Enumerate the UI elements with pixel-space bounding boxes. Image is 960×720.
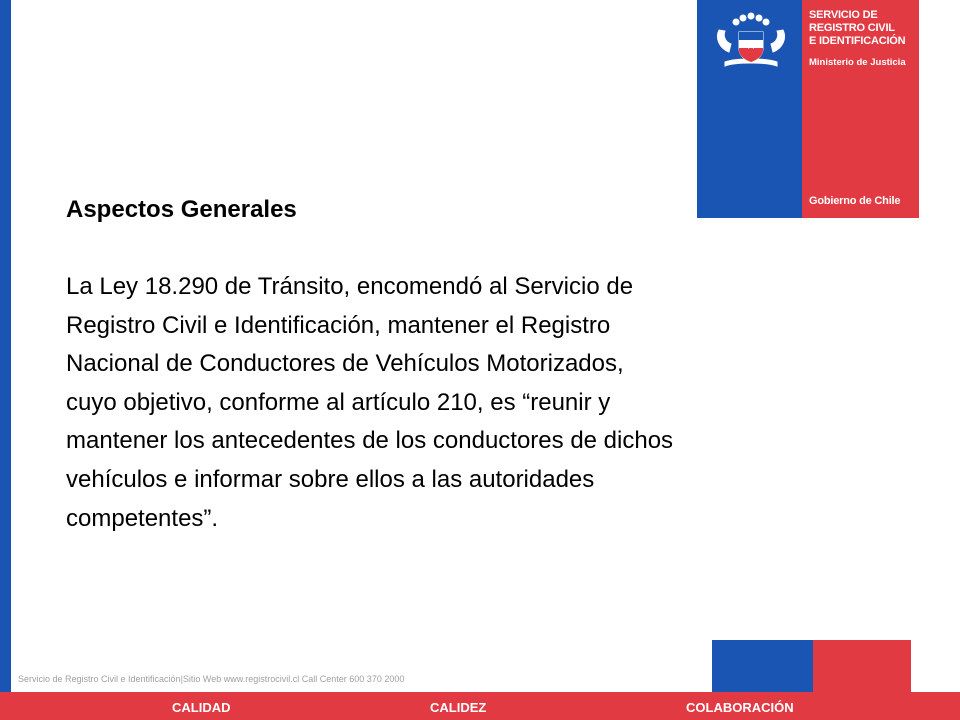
value-colaboracion: COLABORACIÓN — [686, 700, 794, 715]
coat-of-arms-icon — [705, 4, 797, 74]
left-accent-stripe — [0, 0, 11, 692]
org-name-line-2: REGISTRO CIVIL — [809, 22, 895, 34]
flag-red-block — [813, 640, 911, 692]
value-calidez: CALIDEZ — [430, 700, 487, 715]
value-calidad: CALIDAD — [172, 700, 231, 715]
paragraph-line: Nacional de Conductores de Vehículos Motorizados, — [66, 350, 624, 378]
ministry-label: Ministerio de Justicia — [809, 57, 906, 68]
government-label: Gobierno de Chile — [809, 195, 901, 207]
paragraph-line: cuyo objetivo, conforme al artículo 210, es “reunir y — [66, 388, 611, 416]
paragraph-line: Registro Civil e Identificación, mantener el Registro — [66, 311, 611, 339]
paragraph-line: mantener los antecedentes de los conductores de dichos — [66, 427, 674, 455]
flag-blue-block — [712, 640, 813, 692]
institution-logo — [697, 0, 919, 218]
org-name-line-1: SERVICIO DE — [809, 9, 878, 21]
paragraph-line: La Ley 18.290 de Tránsito, encomendó al Servicio de — [66, 273, 634, 300]
paragraph-line: vehículos e informar sobre ellos a las autoridades — [66, 465, 595, 493]
slide-paragraph — [66, 268, 896, 538]
footer-contact-note: Servicio de Registro Civil e Identificación|Sitio Web www.registrocivil.cl Call Center 600 370 2000 — [18, 674, 405, 684]
org-name-line-3: E IDENTIFICACIÓN — [809, 35, 906, 47]
slide-heading: Aspectos Generales — [66, 196, 297, 223]
paragraph-line: competentes”. — [66, 504, 219, 532]
